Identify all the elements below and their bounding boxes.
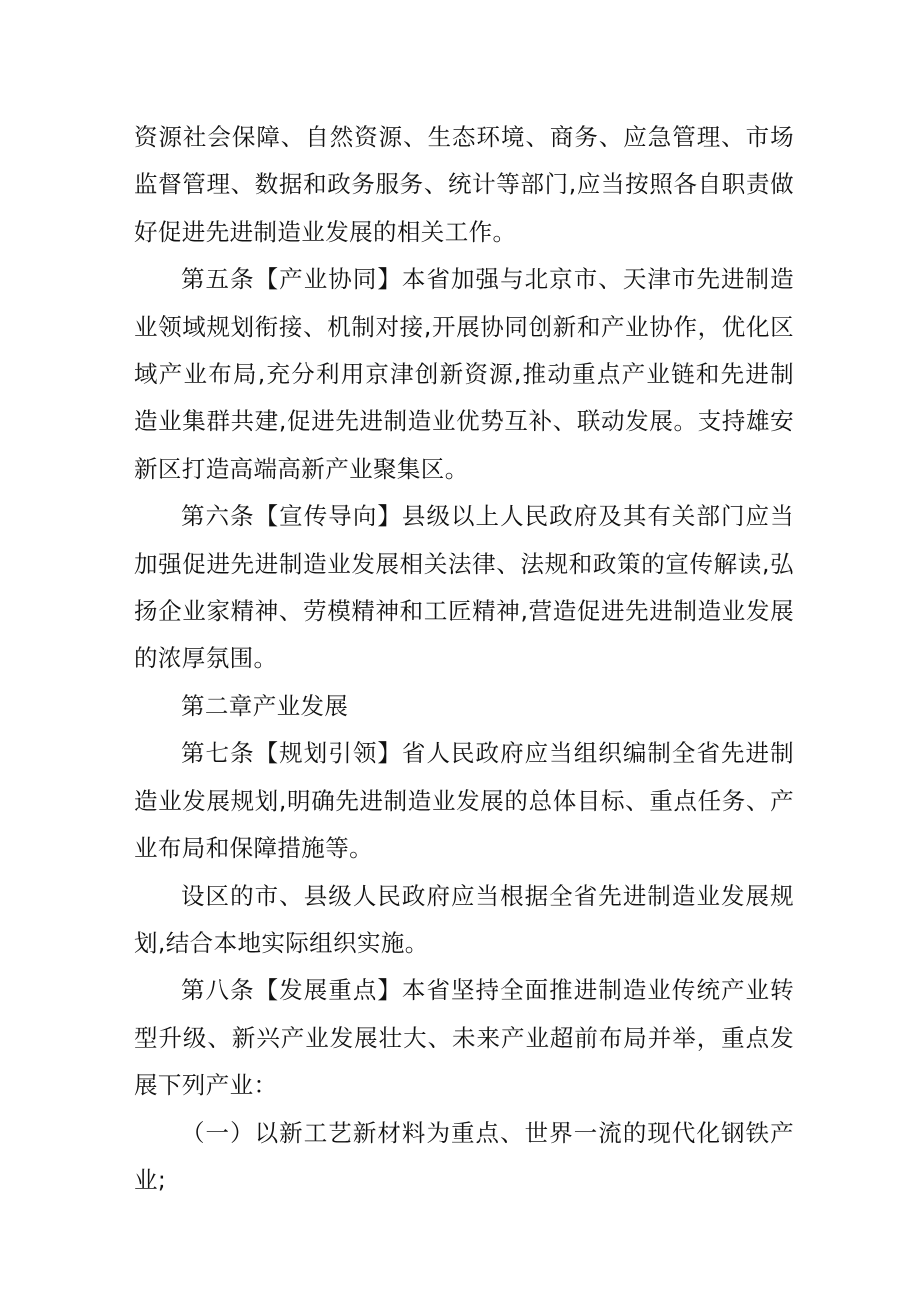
article-7-subparagraph: 设区的市、县级人民政府应当根据全省先进制造业发展规划,结合本地实际组织实施。 xyxy=(134,881,794,957)
paragraph-continuation: 资源社会保障、自然资源、生态环境、商务、应急管理、市场监督管理、数据和政务服务、统计等部门,应当按照各自职责做好促进先进制造业发展的相关工作。 xyxy=(134,123,794,246)
chapter-2-heading: 第二章产业发展 xyxy=(181,691,349,720)
article-5-paragraph: 第五条【产业协同】本省加强与北京市、天津市先进制造业领域规划衔接、机制对接,开展协同创新和产业协作，优化区域产业布局,充分利用京津创新资源,推动重点产业链和先进制造业集群共建,促进先进制造业优势互补、联动发展。支持雄安新区打造高端高新产业聚集区。 xyxy=(134,265,794,483)
document-body xyxy=(134,114,794,1204)
article-7-paragraph: 第七条【规划引领】省人民政府应当组织编制全省先进制造业发展规划,明确先进制造业发展的总体目标、重点任务、产业布局和保障措施等。 xyxy=(134,739,794,863)
article-8-paragraph: 第八条【发展重点】本省坚持全面推进制造业传统产业转型升级、新兴产业发展壮大、未来产业超前布局并举，重点发展下列产业： xyxy=(134,976,794,1100)
article-8-item-1: （一）以新工艺新材料为重点、世界一流的现代化钢铁产业; xyxy=(134,1118,794,1194)
article-6-paragraph: 第六条【宣传导向】县级以上人民政府及其有关部门应当加强促进先进制造业发展相关法律、法规和政策的宣传解读,弘扬企业家精神、劳模精神和工匠精神,营造促进先进制造业发展的浓厚氛围。 xyxy=(134,502,794,673)
